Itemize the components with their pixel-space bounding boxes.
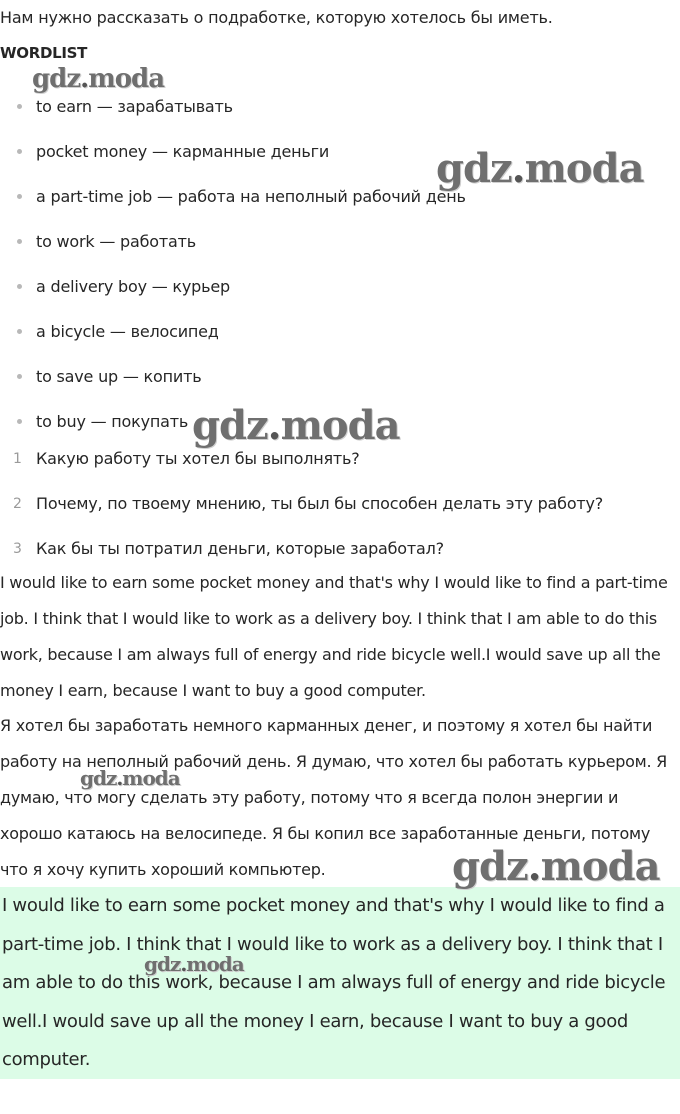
- wordlist-heading: WORDLIST: [0, 44, 88, 62]
- bullet-icon: [17, 419, 22, 424]
- question-item: 3 Как бы ты потратил деньги, которые заработал?: [0, 527, 603, 572]
- watermark-logo: gdz.moda: [192, 402, 400, 449]
- answer-english: I would like to earn some pocket money and that's why I would like to find a part-time job. I think that I would like to work as a delivery boy. I think that I am able to do this work, because I am always full of energy and ride bicycle well.I would save up all the money I earn, because I want to buy a good computer.: [0, 573, 668, 700]
- bullet-icon: [17, 149, 22, 154]
- bullet-icon: [17, 284, 22, 289]
- bullet-icon: [17, 329, 22, 334]
- question-item: 1 Какую работу ты хотел бы выполнять?: [0, 437, 603, 482]
- watermark-logo: gdz.moda: [436, 145, 644, 192]
- list-item: to earn — зарабатывать: [0, 85, 466, 130]
- bullet-icon: [17, 239, 22, 244]
- watermark-logo: gdz.moda: [80, 766, 180, 790]
- bullet-icon: [17, 374, 22, 379]
- highlighted-answer-text: I would like to earn some pocket money and that's why I would like to find a part-time job. I think that I would like to work as a delivery boy. I think that I am able to do this work, because I am always full of energy and ride bicycle well.I would save up all the money I earn, because I want to buy a good computer.: [2, 895, 666, 1071]
- list-item: a bicycle — велосипед: [0, 310, 466, 355]
- question-item: 2 Почему, по твоему мнению, ты был бы способен делать эту работу?: [0, 482, 603, 527]
- list-item: to buy — покупать: [0, 400, 466, 445]
- intro-text: Нам нужно рассказать о подработке, которую хотелось бы иметь.: [0, 8, 553, 27]
- bullet-icon: [17, 194, 22, 199]
- question-number: 1: [13, 451, 22, 467]
- list-item: a part-time job — работа на неполный рабочий день: [0, 175, 466, 220]
- questions-list: [0, 437, 603, 572]
- question-number: 2: [13, 496, 22, 512]
- list-item: to work — работать: [0, 220, 466, 265]
- watermark-logo: gdz.moda: [452, 843, 660, 890]
- watermark-logo: gdz.moda: [32, 64, 165, 94]
- question-number: 3: [13, 541, 22, 557]
- bullet-icon: [17, 104, 22, 109]
- highlighted-answer: [0, 887, 680, 1079]
- list-item: to save up — копить: [0, 355, 466, 400]
- list-item: a delivery boy — курьер: [0, 265, 466, 310]
- answer-russian: Я хотел бы заработать немного карманных денег, и поэтому я хотел бы найти работу на неполный рабочий день. Я думаю, что хотел бы работать курьером. Я думаю, что могу сделать эту работу, потому что я всегда полон энергии и хорошо катаюсь на велосипеде. Я бы копил все заработанные деньги, потому что я хочу купить хороший компьютер.: [0, 716, 668, 879]
- list-item: pocket money — карманные деньги: [0, 130, 466, 175]
- wordlist: [0, 85, 466, 445]
- watermark-logo: gdz.moda: [144, 952, 244, 976]
